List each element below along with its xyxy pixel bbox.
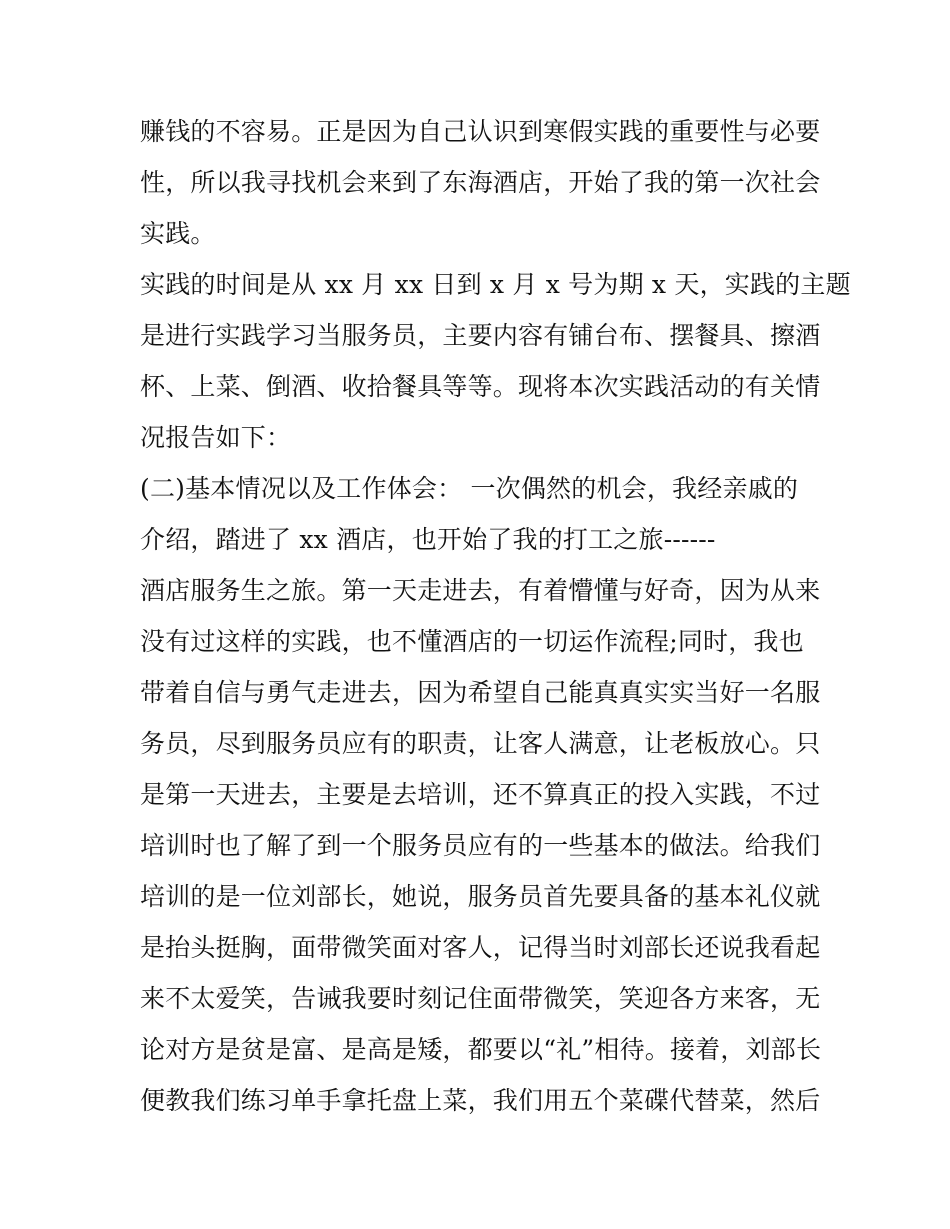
text-line: 没有过这样的实践，也不懂酒店的一切运作流程;同时，我也 xyxy=(140,627,804,656)
text-line: 是进行实践学习当服务员，主要内容有铺台布、摆餐具、擦酒 xyxy=(140,321,821,350)
text-line: 实践。 xyxy=(140,219,216,248)
text-line: 是抬头挺胸，面带微笑面对客人，记得当时刘部长还说我看起 xyxy=(140,933,821,962)
text-line: 介绍，踏进了 xx 酒店，也开始了我的打工之旅------ xyxy=(140,525,716,554)
text-line: 是第一天进去，主要是去培训，还不算真正的投入实践，不过 xyxy=(140,780,821,809)
text-line: 况报告如下： xyxy=(140,423,292,452)
document-body xyxy=(140,106,851,1126)
text-line: 杯、上菜、倒酒、收拾餐具等等。现将本次实践活动的有关情 xyxy=(140,372,821,401)
text-line: 性，所以我寻找机会来到了东海酒店，开始了我的第一次社会 xyxy=(140,168,821,197)
text-line: (二)基本情况以及工作体会： 一次偶然的机会，我经亲戚的 xyxy=(140,474,799,503)
text-line: 培训的是一位刘部长，她说，服务员首先要具备的基本礼仪就 xyxy=(140,882,821,911)
text-line: 论对方是贫是富、是高是矮，都要以“礼”相待。接着，刘部长 xyxy=(140,1035,822,1064)
text-line: 便教我们练习单手拿托盘上菜，我们用五个菜碟代替菜，然后 xyxy=(140,1086,821,1115)
text-line: 务员，尽到服务员应有的职责，让客人满意，让老板放心。只 xyxy=(140,729,821,758)
text-line: 赚钱的不容易。正是因为自己认识到寒假实践的重要性与必要 xyxy=(140,117,821,146)
text-line: 来不太爱笑，告诫我要时刻记住面带微笑，笑迎各方来客，无 xyxy=(140,984,821,1013)
text-line: 培训时也了解了到一个服务员应有的一些基本的做法。给我们 xyxy=(140,831,821,860)
text-line: 酒店服务生之旅。第一天走进去，有着懵懂与好奇，因为从来 xyxy=(140,576,821,605)
text-line: 带着自信与勇气走进去，因为希望自己能真真实实当好一名服 xyxy=(140,678,821,707)
text-line: 实践的时间是从 xx 月 xx 日到 x 月 x 号为期 x 天，实践的主题 xyxy=(140,270,851,299)
